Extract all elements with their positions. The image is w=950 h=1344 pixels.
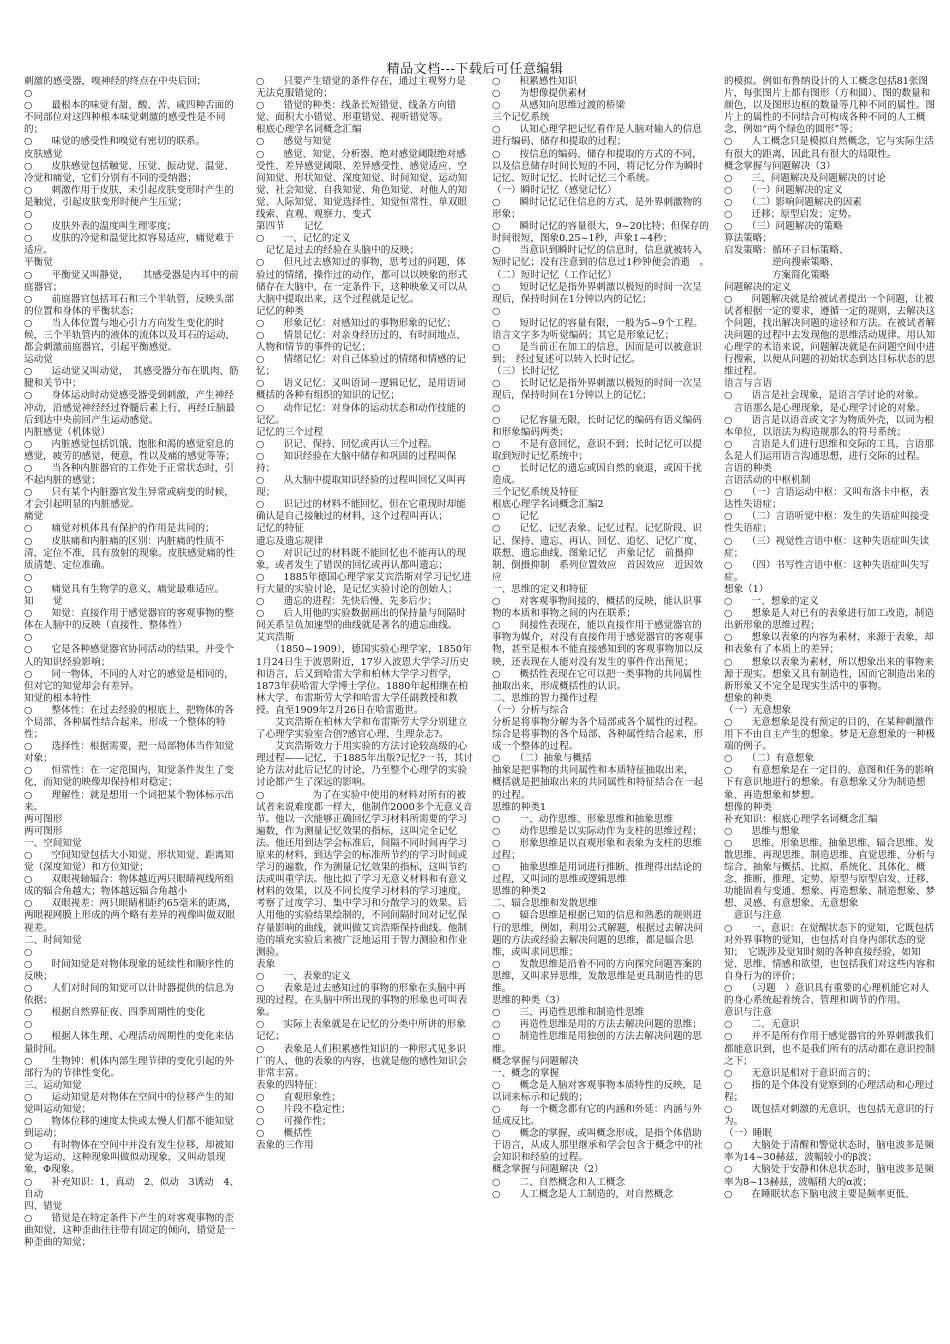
paragraph: ○ 实际上表象就是在记忆的分类中所讲的形象记忆； [256,1019,466,1043]
paragraph: 内脏感觉（机体觉） [24,426,111,438]
paragraph: ○ 三、问题解决及问题解决的讨论 [724,172,886,184]
paragraph: ○ 表象是过去感知过的事物的形象在头脑中再现的过程，在头脑中所出现的事物的形象也可叫表象。 [256,983,468,1019]
paragraph: ○ 物体位移的速度太快或太慢人们都不能知觉到运动； [24,1116,234,1140]
paragraph: 言语活动的中枢机制 [724,475,811,487]
paragraph: ○ 再造性思维是用的方法去解决问题的思维； [492,1019,702,1031]
paragraph: （二）短时记忆（工作记忆） [492,269,617,281]
paragraph: ○ （二）有意想象 [724,753,814,765]
paragraph: 一、概念的掌握 [492,1067,560,1079]
paragraph: 表象的四特征： [256,1079,324,1091]
paragraph: ○ [24,632,33,644]
paragraph: 想象的种类 [724,692,772,704]
paragraph: ○ 制造性思维是用独创的方法去解决问题的思维。 [492,1031,702,1055]
paragraph: 概念掌握与问题解决（3） [724,160,836,172]
paragraph: ○ 一、动作思维、形象思维和抽象思维 [492,813,674,825]
paragraph: ○ [24,209,33,221]
paragraph: （一）无意想象 [724,704,792,716]
paragraph: ○ 概括性 [256,1128,313,1140]
paragraph: ○ 动作思维是以实际动作为支柱的思维过程； [492,825,702,837]
paragraph: ○ 想象以表象为素材，所以想象出来的事物来源于现实。想象又具有制造性，因而它制造出来的新形象又不完全是现实生活中的事物。 [724,656,936,692]
paragraph: 补充知识：根底心理学名词概念汇编 [724,813,878,825]
paragraph: ○ 言语是人们进行思维和交际的工具，言语那么是人们运用语言沟通思想，进行交际的过程。 [724,438,934,462]
paragraph: ○ 记忆 [492,511,539,523]
paragraph: ○ 概括性表现在它可以把一类事物的共同属性抽取出来，形成概括性的认识。 [492,668,702,692]
paragraph: 思维的种类（3） [492,995,566,1007]
paragraph: 概念掌握与问题解决（2） [492,1164,604,1176]
paragraph: ○ 人们对时间的知觉可以计时器提供的信息为依据； [24,983,234,1007]
paragraph: 表象的三作用 [256,1140,314,1152]
paragraph: 概念掌握与问题解决 [492,1055,579,1067]
paragraph: ○ 语义记忆：又叫语词－逻辑记忆，是用语词概括的各种有组织的知识的记忆； [256,378,466,402]
paragraph: ○ 身体运动时动觉感受器受到刺激，产生神经冲动，沿感觉神经经过脊髓后素上行，再经丘脑最后到达中央前回产生运动感觉。 [24,390,236,426]
paragraph: ○ 但凡过去感知过的事物，思考过的问题，体验过的情绪，操作过的动作，都可以以映象的形式储存在大脑中，在一定条件下，这种映象又可以从大脑中提取出来，这个过程就是记忆。 [256,257,468,305]
paragraph: ○ 一、表象的定义 [256,970,351,982]
paragraph: ○ 记忆容量无限，长时记忆的编码有语义编码和形象编码两类； [492,414,702,438]
paragraph: ○ 形象思维是以直观形象和表象为支柱的思维过程； [492,837,702,861]
paragraph: 运动觉 [24,354,53,366]
paragraph: ○ 痛觉具有生物学的意义，痛觉最难适应。 [24,583,225,595]
paragraph: 平衡觉 [24,257,53,269]
paragraph: ○ 当各种内脏器官的工作处于正常状态时，引不起内脏的感觉； [24,463,234,487]
text-column-3 [492,76,710,1338]
paragraph: ○ 并不是所有作用于感觉器官的外界刺激我们都能意识到，也不是我们所有的活动都在意识控制之下； [724,1031,936,1067]
paragraph: ○ 想象是人对已有的表象进行加工改造，制造出新形象的思维过程； [724,608,934,632]
paragraph: ○ 恒常性：在一定范围内，知觉条件发生了变化，而知觉的映像却保持相对稳定； [24,765,234,789]
paragraph: ○ 后人用他的实验数据画出的保持量与间隔时间关系呈负加速型的曲线就是著名的遗忘曲线。 [256,608,466,632]
paragraph: ○ 三、再造性思维和制造性思维 [492,1007,645,1019]
paragraph: ○ （三）视觉性言语中枢：这种失语症叫失读症； [724,535,930,559]
paragraph: ○ 识记、保持、回忆或再认三个过程。 [256,438,438,450]
paragraph: ○ 瞬时记忆记住信息的方式，是外界刺激物的形象； [492,196,702,221]
paragraph: ○ （习题 ）意识具有重要的心理机能它对人的身心系统起着统合、管理和调节的作用。 [724,983,930,1007]
paragraph: ○ [24,571,33,583]
paragraph: ○ 短时记忆是指外界刺激以极短的时间一次呈现后，保持时间在1分钟以内的记忆； [492,281,702,305]
paragraph: （三）长时记忆 [492,366,560,378]
paragraph: ○ 从感知向思维过渡的桥梁 [492,100,626,112]
paragraph: 逆向搜索策略、 [724,257,840,269]
paragraph: 遗忘及遗忘规律 [256,535,324,547]
paragraph: ○ 一、记忆的定义 [256,233,351,245]
paragraph: 思维的种类2 [492,886,547,898]
paragraph: 四、错觉 [24,1200,63,1212]
paragraph: 记忆的三个过程 [256,426,324,438]
paragraph: ○ 大脑处于清醒和警觉状态时，脑电波多是频率为14~30赫兹，波幅较小的β波； [724,1140,934,1164]
paragraph: ○ 同一物体，不同的人对它的感觉是相同的，但对它的知觉却会有差异。 [24,668,234,692]
paragraph: ○ 知识经验在大脑中储存和巩固的过程叫保持； [256,450,457,474]
paragraph: ○ 概念是人脑对客观事物本质特性的反映，是以词来标示和记载的； [492,1079,702,1103]
paragraph: ○ 情绪记忆：对自己体验过的情绪和情感的记忆； [256,354,466,378]
paragraph: ○ 片段不稳定性； [256,1103,351,1115]
paragraph: ○ [24,88,33,100]
paragraph: ○ 一、想象的定义 [724,596,819,608]
paragraph: 二、辐合思维和发散思维 [492,898,598,910]
paragraph: 算法策略； [724,233,772,245]
paragraph: 第四节 记忆 [256,221,324,233]
paragraph: ○ 根据人体生理、心理活动周期性的变化来估量时间。 [24,1031,234,1055]
paragraph: ○ 是当前正在加工的信息，因而是可以被意识到； 经过复述可以转入长时记忆。 [492,342,702,366]
paragraph: 意识与注意 [724,1007,772,1019]
paragraph: ○ 在睡眠状态下脑电波主要是频率更低、 [724,1188,915,1200]
paragraph: 知觉的根本特性 [24,692,92,704]
paragraph: ○ 皮肤外表的温度叫生理零度； [24,221,177,233]
paragraph: ○ 积累感性知识 [492,76,578,87]
paragraph: 记忆的特征 [256,523,304,535]
paragraph: ○ 迁移；原型启发；定势。 [724,209,858,221]
paragraph: ○ 想象以表象的内容为素材，来源于表象，却和表象有了本质上的差异； [724,632,934,656]
paragraph: 问题解决的定义 [724,281,792,293]
paragraph: ○ 无意识是相对于意识而言的； [724,1067,877,1079]
paragraph: ○ 感觉与知觉 [256,136,332,148]
paragraph: ○ 长时记忆的遗忘或因自然的衰退，或因干扰造成。 [492,463,702,487]
page-title: 精品文档---下载后可任意编辑 [386,62,564,77]
paragraph: （1850~1909），德国实验心理学家，1850年1月24日生于波恩附近，17岁入波恩大学学习历史和语言，后又到哈雷大学和柏林大学学习哲学，1873年获哈雷大学博士学位。1880年起相继在柏林大学、布雷斯劳大学和哈雷大学任副教授和教授。直至1909年2月26日在哈雷逝世。 [256,644,472,716]
paragraph: 艾宾浩斯效力于用实验的方法讨论较高级的心理过程——记忆，于1885年出版?记忆?一书，其讨论方法对此后记忆的讨论，乃至整个心理学的实验讨论都产生了深远的影响。 [256,741,473,789]
paragraph: 语言与言语 [724,378,772,390]
paragraph: ○ 理解性：就是想用一个词把某个物体标示出来。 [24,789,234,813]
text-column-1 [24,76,242,1338]
paragraph: （一）睡眠 [724,1128,772,1140]
paragraph: ○ 前庭器官包括耳石和三个半轨管，反映头部的位置和身体的平衡状态； [24,293,234,317]
paragraph: ○ 认知心理学把记忆看作是人脑对输入的信息进行编码、储存和提取的过程； [492,124,702,148]
paragraph: 艾宾浩斯在柏林大学和布雷斯劳大学分别建立了心理学实验室合创?感官心理、生理杂志?。 [256,716,468,741]
paragraph: ○ 从大脑中提取知识经验的过程叫回忆又叫再现； [256,475,466,499]
paragraph: ○ 概念的掌握，或叫概念形成，是指个体借助于语言，从成人那里继承和学会包含于概念中的社会知识和经验的过程。 [492,1128,704,1164]
paragraph: 想像的种类 [724,801,772,813]
paragraph: 两可图形 [24,813,63,825]
paragraph: ○ 识记过的材料不能回忆，但在它重现时却能确认是自己接触过的材料，这个过程叫再认； [256,499,466,523]
paragraph: ○ 情景记忆：对亲身经历过的，有时间地点、人物和情节的事件的记忆； [256,329,466,354]
paragraph: ○ 发散思维是沿着不同的方向探究问题答案的思维，又叫求异思维，发散思维是更具制造性的思维。 [492,958,704,995]
paragraph: ○ 痛觉对机体具有保护的作用是共同的； [24,523,215,535]
document-body [0,76,950,1338]
paragraph: ○ 双眼视轴辐合：物体越近两只眼睛视线所组成的辐合角越大；物体越远辐合角越小 [24,874,234,898]
paragraph: 想象（1） [724,583,769,595]
paragraph: 痛觉 [24,511,44,523]
paragraph: ○ 有时物体在空间中并没有发生位移，却被知觉为运动，这种现象叫做似动现象，又叫动景现象，Φ现象。 [24,1140,234,1176]
paragraph: ○ 选择性：根据需要，把一局部物体当作知觉对象； [24,741,234,765]
paragraph: ○ 问题解决就是给被试者提出一个问题，让被试者根据一定的要求，遵循一定的规则，去解决这个问题，找出解决问题的途径和方法。在被试者解决问题的过程中去发现他的思维活动规律。用认知心理学的术语来说，问题解决就是在问题空间中进行搜索，以便从问题的初始状态到达目标状态的思维过程。 [724,293,936,378]
paragraph: ○ 可操作性； [256,1116,332,1128]
paragraph: 方案简化策略 [724,269,830,281]
paragraph: 记忆是过去的经验在头脑中的反映； [256,245,420,257]
paragraph: 思维的种类1 [492,801,547,813]
paragraph: 根底心理学名词概念汇编2 [492,499,604,511]
paragraph: ○ 不是有意回忆，意识不到；长时记忆可以提取到短时记忆系统中； [492,438,702,462]
paragraph: 意识与注意 [724,910,782,922]
paragraph: ○ 平衡觉又叫静觉， 其感受器是内耳中的前庭器官； [24,269,239,293]
paragraph: ○ （二）言语听觉中枢：发生的失语症叫接受性失语症； [724,511,930,535]
paragraph: ○ 最根本的味觉有甜、酸、苦、咸四种舌面的不同部位对这四种根本味觉刺激的感受性是不同的； [24,100,234,136]
paragraph: 三个记忆系统 [492,112,550,124]
paragraph: ○ 按信息的编码、储存和提取的方式的不同，以及信息储存时间长短的不同，将记忆分作为瞬时记忆、短时记忆、长时记忆三个系统。 [492,148,704,184]
paragraph: 抽象是把事物的共同属性和本质特征抽取出来， [492,765,694,777]
paragraph: ○ [492,305,501,317]
paragraph: ○ （三）问题解决的策略 [724,221,843,233]
paragraph: ○ 为想像提供素材 [492,88,587,100]
paragraph: ○ [492,402,501,414]
paragraph: ○ 生物钟：机体内部生理节律的变化引起的外部行为的节律性变化。 [24,1055,234,1079]
paragraph: ○ （一）言语运动中枢：又叫布洛卡中枢，表达性失语症； [724,487,930,511]
paragraph: ○ 根据自然界征夜、四季周期性的变化 [24,1007,206,1019]
paragraph: ○ 为了在实验中使用的材料对所有的被试者来说难度都一样大，他制作2000多个无意义音节。他以一次能够正确回忆学习材料所需要的学习遍数，作为测量记忆效果的指标，这叫完全记忆法。他还用到达学会标准后，间隔不同时间再学习原来的材料，到达学会的标准所节约的学习时间或学习的遍数，作为测量记忆效果的指标，这叫节约法或叫重学法。他比拟了学习无意义材料和有意义材料的效果，以及不同长度学习材料的学习速度，考察了过度学习、集中学习和分散学习的效果。后人用他的实验结果绘制的，不同间隔时间对记忆保存量影响的曲线，就叫做艾宾浩斯保持曲线。他制造的填充实验后来被广泛地运用于智力测验和作业测验。 [256,789,473,958]
paragraph: 一、思维的定义和特征 [492,583,588,595]
paragraph: 的模拟。例如布鲁纳设计的人工概念包括81张图片，每张图片上都有图形（方和圆）、图的数量和颜色，以及图形边框的数量等几种不同的属性。图片上的属性的不同结合可构成各种不同的人工概念，例如“两个绿色的圆形”等； [724,76,936,136]
paragraph: 皮肤感觉 [24,148,63,160]
paragraph: ○ 运动知觉是对物体在空间中的位移产生的知觉叫运动知觉； [24,1091,234,1115]
paragraph: 艾宾浩斯 [256,632,295,644]
paragraph: （一）瞬时记忆（感觉记忆） [492,184,617,196]
paragraph: ○ 对客观事物间接的、概括的反映，能认识事物的本质和事物之间的内在联系； [492,596,702,620]
paragraph: ○ 瞬时记忆的容量很大，9~20比特；但保存的时间很短，图象0.25~1秒，声象1~4秒； [492,221,710,245]
paragraph: ○ 无意想象是没有预定的目的，在某种刺激作用下不由自主产生的想象。梦是无意想象的一种极端的例子。 [724,716,936,753]
paragraph: ○ （二）抽象与概括 [492,753,592,765]
paragraph: 刺激的感受器，嗅神经的终点在中央后回； [24,76,207,87]
paragraph: 二、时间知觉 [24,934,82,946]
paragraph: ○ 刺激作用于皮肤，未引起皮肤变形时产生的是触觉，引起皮肤变形时便产生压觉； [24,184,234,208]
paragraph: ○ 抽象思维是用词进行推断、推理得出结论的过程，又叫词的思维或逻辑思维 [492,862,702,886]
paragraph: ○ 形象记忆：对感知过的事物形象的记忆； [256,317,457,329]
paragraph: ○ 动作记忆：对身体的运动状态和动作技能的记忆。 [256,402,466,426]
paragraph: ○ 运动觉又叫动觉， 其感受器分布在肌肉、筋腱和关节中； [24,366,239,390]
paragraph: ○ 既包括对刺激的无意识，也包括无意识的行为。 [724,1103,934,1128]
paragraph: ○ 语言是社会现象，是语言学讨论的对象。 [724,390,925,402]
paragraph: ○ [24,1019,33,1031]
paragraph: ○ 它是各种感觉器官协同活动的结果，并受个人的知识经验影响； [24,644,234,668]
paragraph: ○ 大脑处于安静和休息状态时，脑电波多是频率为8~13赫兹，波幅稍大的α波； [724,1164,934,1188]
paragraph: ○ 错觉是在特定条件下产生的对客观事物的歪曲知觉，这种歪曲往往带有固定的倾向，错觉是一种歪曲的知觉； [24,1212,236,1248]
paragraph: ○ 长时记忆是指外界刺激以极短的时间一次呈现后，保持时间在1分钟以上的记忆； [492,378,702,402]
paragraph: ○ 双眼视差：两只眼睛相距约65毫米的距离，两眼视网膜上形成的两个略有差异的视像叫做双眼视差。 [24,898,237,934]
paragraph: ○ 有意想象是在一定目的、意图和任务的影响下有意识地进行的想象。有意想象又分为制造想象、再造想象和梦想。 [724,765,934,801]
paragraph: ○ 遗忘的进程：先快后慢、先多后少； [256,596,438,608]
paragraph: （一）分析与综合 [492,704,569,716]
paragraph: ○ （四）书写性言语中枢：这种失语症叫失写症。 [724,559,930,583]
paragraph: ○ 整体性：在过去经验的根底上，把物体的各个局部、各种属性结合起来，形成一个整体的特性； [24,704,234,741]
paragraph: ○ 空间知觉包括大小知觉、形状知觉、距离知觉（深度知觉）和方位知觉； [24,850,234,874]
paragraph: ○ [24,946,33,958]
paragraph: ○ 间接性表现在，能以直接作用于感觉器官的事物为媒介，对没有直接作用于感觉器官的客观事物，甚至是根本不能直接感知到的客观事物加以反映，还表现在人能对没有发生的事件作出预见； [492,620,704,668]
paragraph: ○ 皮肤痛和内脏痛的区别：内脏痛的性质不清，定位不准，具有放射的现象。皮肤感觉痛的性质清楚、定位准确。 [24,535,236,571]
paragraph: 分析是将事物分解为各个局部或各个属性的过程。 [492,716,704,728]
text-column-4 [724,76,938,1338]
paragraph: ○ 知觉：直接作用于感觉器官的客观事物的整体在人脑中的反映（直接性、整体性） [24,608,234,632]
paragraph: 综合是将事物的各个局部、各种属性结合起来，形成一个整体的过程。 [492,729,704,753]
paragraph: ○ （一）问题解决的定义 [724,184,843,196]
paragraph: ○ 辐合思维是根据已知的信息和熟悉的规则进行的思维，例如，利用公式解题，根据过去解决问题的方法或经验去解决问题的思维，都是辐合思维，或叫求同思维； [492,910,704,958]
paragraph: ○ 当人体位置与地心引力方向发生变化的时候，三个半轨管内的液体的流体以及耳石的运动，都会刺激前庭器官，引起平衡感觉。 [24,317,236,354]
paragraph: ○ 人工概念只是模拟自然概念，它与实际生活有很大的距离，因此具有很大的局限性。 [724,136,934,160]
paragraph: 记忆的种类 [256,305,304,317]
paragraph: 言语那么是心理现象，是心理学讨论的对象。 [724,402,926,414]
paragraph: 知 觉 [24,596,63,608]
paragraph: 根底心理学名词概念汇编 [256,124,362,136]
paragraph: 言语的种类 [724,463,772,474]
paragraph: ○ 只要产生错觉的条件存在，通过主观努力是无法克服错觉的； [256,76,466,100]
paragraph: ○ 指的是个体没有觉察到的心理活动和心理过程； [724,1079,934,1103]
paragraph: 三、运动知觉 [24,1079,82,1091]
paragraph: ○ 记忆、记忆表象、记忆过程、记忆阶段、识记、保持、遗忘、再认、回忆、追忆、记忆广度、联想、遗忘曲线、图象记忆 声象记忆 前摄抑制、倒摄抑制 系列位置效应 首因效应 近因效应 [492,523,704,583]
paragraph: ○ 思维、形象思维、抽象思维、辐合思维、发散思维、再现思维、制造思维、直觉思维、分析与综合、抽象与概括、比拟、系统化、具体化、概念、推断、推理、定势、原型与原型启发、迁移、功能固着与变通、想象、再造想象、制造想象、梦想、灵感、有意想象、无意想象 [724,837,936,910]
paragraph: ○ 皮肤的冷觉和温觉比拟容易适应，痛觉难于适应。 [24,233,234,257]
text-column-2 [256,76,474,1338]
paragraph: ○ 1885年德国心理学家艾宾浩斯对学习记忆进行大量的实验讨论，是记忆实验讨论的创始人； [256,571,472,595]
paragraph: ○ 只有某个内脏器官发生异常或病变的时候，才会引起明显的内脏感觉。 [24,487,234,511]
paragraph: ○ 每一个概念都有它的内涵和外延：内涵与外延成反比。 [492,1103,702,1128]
paragraph: ○ 表象是人们积累感性知识的一种形式见多识广的人，他的表象的内容，也就是他的感性知识会非常丰富。 [256,1043,468,1079]
paragraph: 三个记忆系统及特征 [492,487,579,499]
paragraph: ○ 错觉的种类：线条长短错觉、线条方向错觉、面积大小错觉、形重错觉、视听错觉等。 [256,100,457,124]
paragraph: 表象 [256,958,276,970]
paragraph: 二、思维的智力操作过程 [492,692,598,704]
paragraph: ○ 二、自然概念和人工概念 [492,1176,626,1188]
paragraph: ○ 短时记忆的容量有限，一般为5~9个工程。语言文字多为听觉编码；其它是形象记忆； [492,317,703,341]
paragraph: 两可图形 [24,825,63,837]
paragraph: ○ 味觉的感受性和嗅觉有密切的联系。 [24,136,206,148]
paragraph: ○ 当意识到瞬时记忆的信息时，信息就被转入短时记忆；没有注意到的信息过1秒钟便会消逝 。 [492,245,710,269]
paragraph: ○ 皮肤感觉包括触觉、压觉、振动觉、温觉、冷觉和痛觉，它们分别有不同的受纳器； [24,160,234,184]
paragraph: ○ 补充知识：1、真动 2、似动 3诱动 4、自动 [24,1176,240,1200]
paragraph: ○ 内脏感觉包括饥饿、饱胀和渴的感觉窒息的感觉，疲劳的感觉，便意，性以及痛的感觉等等； [24,438,236,462]
paragraph: ○ 感觉、知觉、分析器、绝对感觉阈限绝对感受性、差异感觉阈限、差异感受性、感觉适应、空间知觉、形状知觉、深度知觉、时间知觉、运动知觉、社会知觉、自我知觉、角色知觉、对他人的知觉、人际知觉、知觉选择性、知觉恒常性、单双眼线索、直观、观察力、变式 [256,148,468,221]
paragraph: ○ 二、无意识 [724,1019,800,1031]
paragraph: 概括就是把抽取出来的共同属性和特征结合在一起的过程。 [492,777,704,801]
paragraph: ○ 一、意识：在觉醒状态下的觉知，它既包括对外界事物的觉知，也包括对自身内部状态的觉知； 它既涉及觉知时刻的各种直接经验，如知觉、思维、情感和欲望，也包括我们对这些内容和自身行为的评价； [724,922,936,982]
paragraph: 一、空间知觉 [24,837,82,849]
paragraph: 启发策略：循环子目标策略、 [724,245,849,257]
paragraph: ○ 人工概念是人工制造的，对自然概念 [492,1188,674,1200]
paragraph: ○ 直观形象性； [256,1091,342,1103]
paragraph: ○ 思维与想象 [724,825,800,837]
paragraph: ○ （二）影响问题解决的因素 [724,196,862,208]
paragraph: ○ 时间知觉是对物体现象的延续性和顺序性的反映； [24,958,234,982]
paragraph: ○ 语言是以语音或文字为物质外壳，以词为根本单位，以语法为构造规那么的符号系统； [724,414,934,438]
paragraph: ○ 对识记过的材料既不能回忆也不能再认的现象，或者发生了错误的回忆或再认都叫遗忘； [256,547,466,571]
